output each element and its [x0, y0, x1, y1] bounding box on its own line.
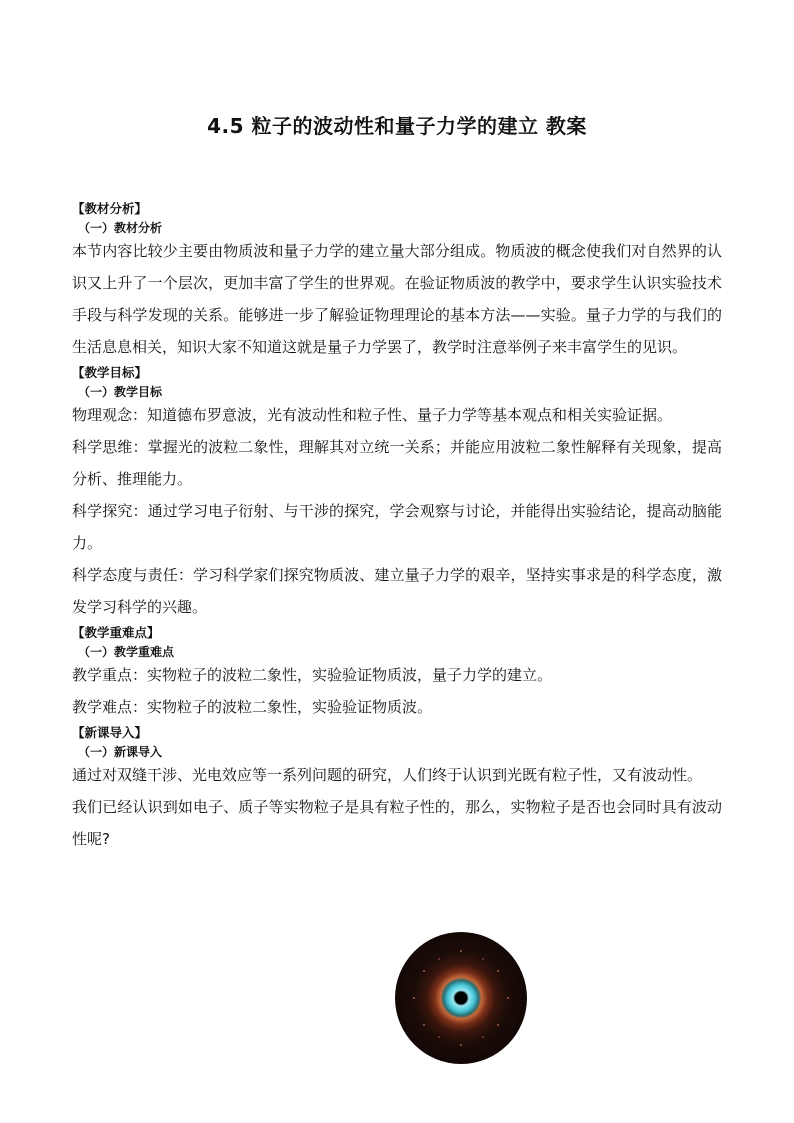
paragraph: 教学重点：实物粒子的波粒二象性，实验验证物质波，量子力学的建立。 — [72, 666, 553, 684]
section-textbook-analysis — [72, 199, 722, 363]
section-heading: 【教材分析】 — [72, 201, 148, 216]
section-lesson-intro — [72, 723, 722, 855]
section-heading: 【教学目标】 — [72, 365, 148, 380]
section-heading: 【教学重难点】 — [72, 625, 160, 640]
paragraph: 本节内容比较少主要由物质波和量子力学的建立量大部分组成。物质波的概念使我们对自然界的认识又上升了一个层次，更加丰富了学生的世界观。在验证物质波的教学中，要求学生认识实验技术手段与科学发现的关系。能够进一步了解验证物理理论的基本方法——实验。量子力学的与我们的生活息息相关，知识大家不知道这就是量子力学罢了，教学时注意举例子来丰富学生的见识。 — [72, 242, 722, 356]
section-subheading: （一）教学重难点 — [78, 645, 175, 659]
paragraph: 通过对双缝干涉、光电效应等一系列问题的研究，人们终于认识到光既有粒子性，又有波动性。 — [72, 766, 703, 784]
document-body — [72, 199, 722, 855]
paragraph: 科学态度与责任：学习科学家们探究物质波、建立量子力学的艰辛，坚持实事求是的科学态度，激发学习科学的兴趣。 — [72, 566, 722, 616]
section-heading: 【新课导入】 — [72, 725, 148, 740]
paragraph: 教学难点：实物粒子的波粒二象性，实验验证物质波。 — [72, 698, 433, 716]
page-title: 4.5 粒子的波动性和量子力学的建立 教案 — [207, 114, 587, 138]
section-teaching-goals — [72, 363, 722, 623]
section-subheading: （一）教学目标 — [78, 385, 163, 399]
section-subheading: （一）教材分析 — [78, 221, 163, 235]
section-subheading: （一）新课导入 — [78, 745, 163, 759]
paragraph: 物理观念：知道德布罗意波，光有波动性和粒子性、量子力学等基本观点和相关实验证据。 — [72, 406, 673, 424]
section-key-points — [72, 623, 722, 723]
electron-diffraction-pattern-icon — [394, 931, 528, 1065]
paragraph: 科学思维：掌握光的波粒二象性，理解其对立统一关系；并能应用波粒二象性解释有关现象，提高分析、推理能力。 — [72, 438, 722, 488]
paragraph: 我们已经认识到如电子、质子等实物粒子是具有粒子性的，那么，实物粒子是否也会同时具有波动性呢? — [72, 798, 722, 848]
paragraph: 科学探究：通过学习电子衍射、与干涉的探究，学会观察与讨论，并能得出实验结论，提高动脑能力。 — [72, 502, 722, 552]
